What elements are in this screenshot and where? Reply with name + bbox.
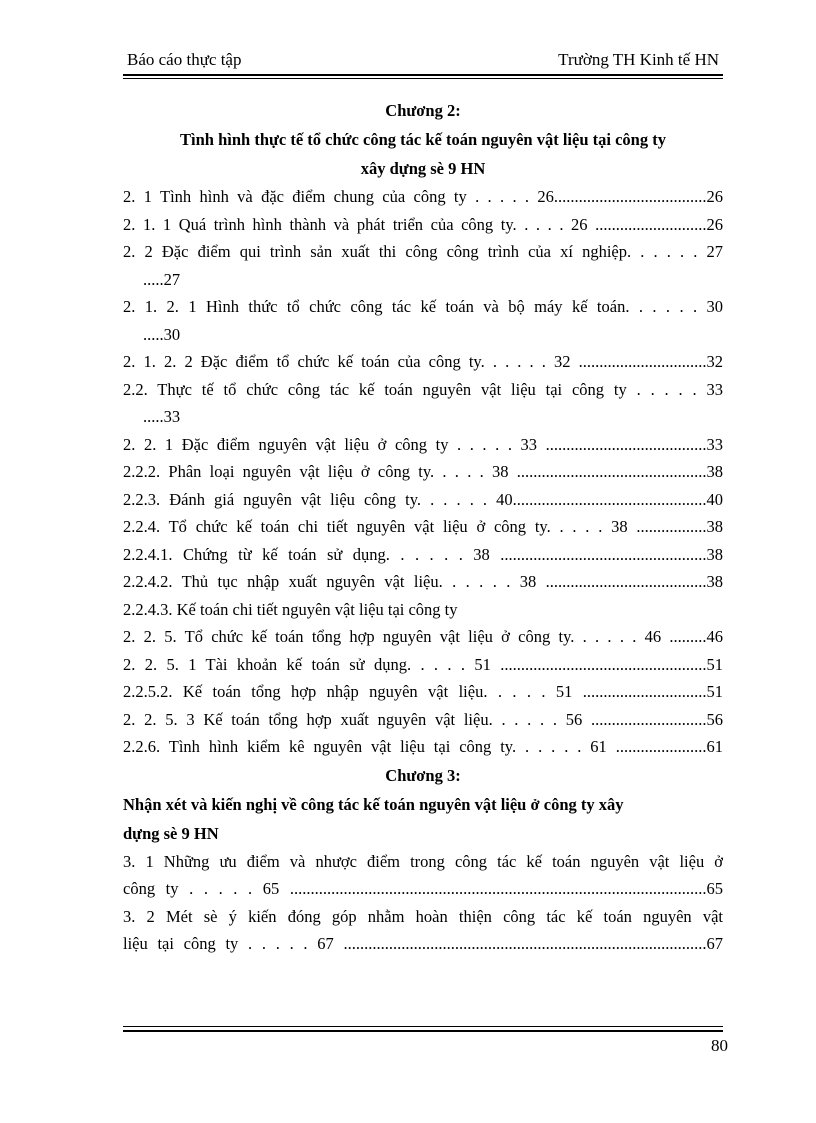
toc-entry-3-2: 3. 2 Mét sè ý kiến đóng góp nhằm hoàn thiện công tác kế toán nguyên vật <box>123 906 723 926</box>
toc-entry-2-2-page: .....27 <box>143 269 181 289</box>
page-header <box>123 48 723 72</box>
toc-entry-2-2-6: 2.2.6. Tình hình kiểm kê nguyên vật liệu tại công ty. . . . . . 61 ......................61 <box>123 737 723 756</box>
toc-entry-3-1-page: công ty . . . . . 65 .....................................................................................................65 <box>123 879 723 898</box>
toc-entry-2-2-1: 2. 2. 1 Đặc điểm nguyên vật liệu ở công ty . . . . . 33 .......................................33 <box>123 434 723 454</box>
header-school-name: Trường TH Kinh tế HN <box>558 50 719 69</box>
toc-entry-2-2-5-1: 2. 2. 5. 1 Tài khoản kế toán sử dụng. . . . . 51 ..................................................51 <box>123 654 723 674</box>
toc-entry-2-1: 2. 1 Tình hình và đặc điểm chung của công ty . . . . . 26.....................................26 <box>123 187 723 206</box>
toc-entry-2-2-section: 2.2. Thực tế tổ chức công tác kế toán nguyên vật liệu tại công ty . . . . . 33 <box>123 379 723 399</box>
chapter-3-title-line-1: Nhận xét và kiến nghị về công tác kế toán nguyên vật liệu ở công ty xây <box>123 794 624 814</box>
toc-entry-2-2-2: 2.2.2. Phân loại nguyên vật liệu ở công ty. . . . . 38 ..............................................38 <box>123 462 723 481</box>
chapter-3-heading: Chương 3: <box>385 765 461 785</box>
toc-entry-2-2: 2. 2 Đặc điểm qui trình sản xuất thi công công trình của xí nghiệp. . . . . . 27 <box>123 242 723 261</box>
footer-rule-bottom <box>123 1030 723 1032</box>
header-report-title: Báo cáo thực tập <box>127 50 242 69</box>
header-rule-top <box>123 74 723 76</box>
chapter-2-title-line-2: xây dựng sè 9 HN <box>360 159 486 178</box>
toc-entry-2-1-2-2: 2. 1. 2. 2 Đặc điểm tổ chức kế toán của công ty. . . . . . 32 ...............................32 <box>123 352 723 371</box>
toc-entry-2-1-2-1: 2. 1. 2. 1 Hình thức tổ chức công tác kế toán và bộ máy kế toán. . . . . . 30 <box>123 297 723 316</box>
chapter-2-title-line-1: Tình hình thực tế tổ chức công tác kế toán nguyên vật liệu tại công ty <box>180 130 666 149</box>
toc-entry-2-2-4: 2.2.4. Tổ chức kế toán chi tiết nguyên vật liệu ở công ty. . . . . 38 .................38 <box>123 517 723 536</box>
footer-rule-top <box>123 1026 723 1027</box>
chapter-2-heading: Chương 2: <box>385 101 461 120</box>
toc-entry-3-1: 3. 1 Những ưu điểm và nhược điểm trong công tác kế toán nguyên vật liệu ở <box>123 851 723 871</box>
chapter-3-title-line-2: dựng sè 9 HN <box>123 823 219 843</box>
toc-entry-2-2-5: 2. 2. 5. Tổ chức kế toán tổng hợp nguyên vật liệu ở công ty. . . . . . 46 .........46 <box>123 627 723 646</box>
toc-entry-2-2-4-2: 2.2.4.2. Thủ tục nhập xuất nguyên vật liệu. . . . . . 38 .......................................38 <box>123 572 723 591</box>
toc-entry-2-1-2-1-page: .....30 <box>143 324 181 344</box>
toc-entry-2-2-section-page: .....33 <box>143 407 181 426</box>
toc-entry-3-2-page: liệu tại công ty . . . . . 67 ........................................................................................67 <box>123 934 723 953</box>
toc-entry-2-2-5-3: 2. 2. 5. 3 Kế toán tổng hợp xuất nguyên vật liệu. . . . . . 56 ............................56 <box>123 709 723 729</box>
table-of-contents <box>123 96 723 958</box>
toc-entry-2-1-1: 2. 1. 1 Quá trình hình thành và phát triển của công ty. . . . . 26 ...........................26 <box>123 214 723 234</box>
toc-entry-2-2-3: 2.2.3. Đánh giá nguyên vật liệu công ty. . . . . . 40...............................................40 <box>123 489 723 509</box>
header-rule-bottom <box>123 78 723 79</box>
toc-entry-2-2-4-3: 2.2.4.3. Kế toán chi tiết nguyên vật liệu tại công ty <box>123 599 458 619</box>
page-number: 80 <box>711 1036 728 1055</box>
toc-entry-2-2-5-2: 2.2.5.2. Kế toán tổng hợp nhập nguyên vật liệu. . . . . 51 ..............................51 <box>123 682 723 701</box>
toc-entry-2-2-4-1: 2.2.4.1. Chứng từ kế toán sử dụng. . . . . . 38 ..................................................38 <box>123 544 723 564</box>
